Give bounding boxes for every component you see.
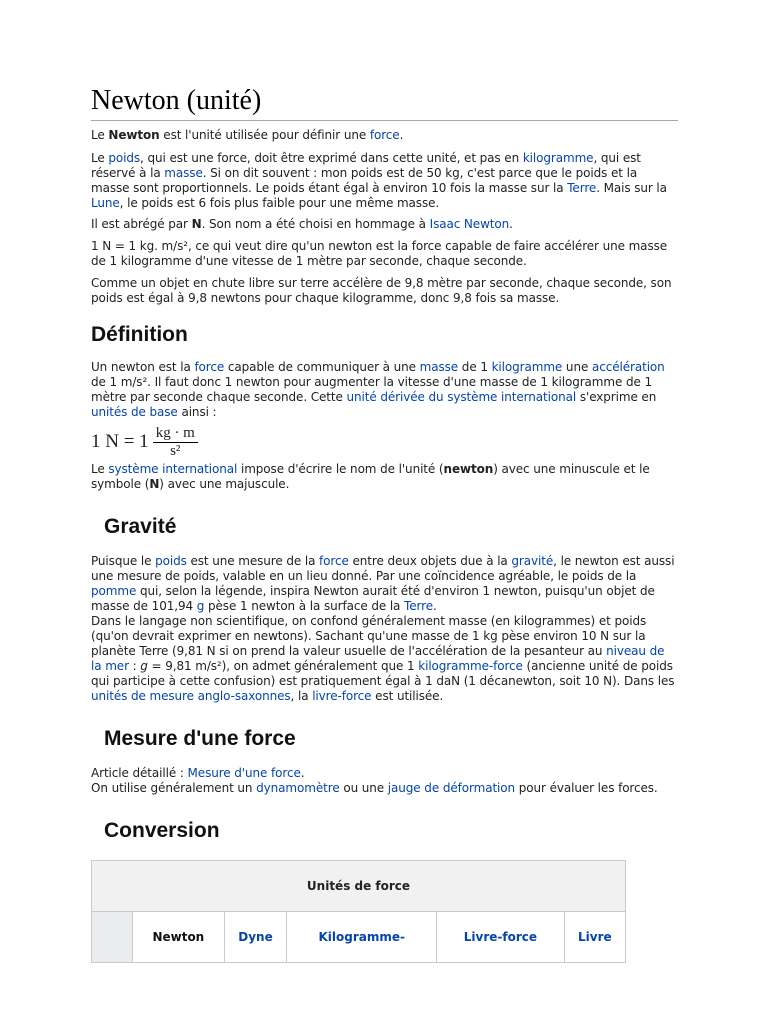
link-unites-anglo-saxonnes[interactable]: unités de mesure anglo-saxonnes [91,689,291,703]
column-header-newton: Newton [133,912,225,963]
text-segment: de 1 [458,360,492,374]
heading-mesure: Mesure d'une force [104,727,296,750]
intro-paragraph-4: 1 N = 1 kg. m/s², ce qui veut dire qu'un newton est la force capable de faire accélérer une masse de 1 kilogramme d'une vitesse de 1 mètre par seconde, chaque seconde. [91,239,668,268]
text-segment: . [432,599,437,613]
link-masse[interactable]: masse [164,166,203,180]
text-segment: est l'unité utilisée pour définir une [159,128,370,142]
text-segment: , qui est une force, doit être exprimé dans cette unité, et pas en [140,151,523,165]
definition-paragraph-1 [91,360,678,420]
link-unites-de-base[interactable]: unités de base [91,405,178,419]
text-segment: Article détaillé : [91,766,188,780]
table-caption: Unités de force [92,861,626,912]
link-poids[interactable]: poids [155,554,187,568]
intro-paragraph-1 [91,128,678,143]
link-kilogramme-force[interactable]: kilogramme-force [418,659,523,673]
text-segment: , le newton est aussi une mesure de poids, valable en un lieu donné. Par une coïncidence agréable, le poids de la [91,554,675,583]
formula-numerator: kg · m [153,425,198,443]
text-segment: Le [91,462,109,476]
text-segment: , la [290,689,313,703]
mesure-paragraph-2 [91,781,678,796]
text-segment: . Son nom a été choisi en hommage à [201,217,430,231]
intro-paragraph-3 [91,217,678,232]
text-segment: ou une [339,781,388,795]
formula-newton [91,422,678,462]
column-header-livre-force[interactable]: Livre-force [437,912,565,963]
section-mesure [91,766,678,796]
link-mesure-force[interactable]: Mesure d'une force [187,766,301,780]
column-header-dyne[interactable]: Dyne [224,912,287,963]
intro-paragraph-2 [91,151,678,211]
link-kilogramme[interactable]: kilogramme [522,151,594,165]
term-newton: newton [443,462,494,476]
column-header-kilogramme[interactable]: Kilogramme- [287,912,437,963]
mesure-paragraph-1 [91,766,678,781]
formula-fraction [153,425,198,460]
link-force[interactable]: force [319,554,349,568]
link-kilogramme[interactable]: kilogramme [491,360,563,374]
conversion-table [91,860,626,963]
text-segment: de 1 m/s². Il faut donc 1 newton pour augmenter la vitesse d'une masse de 1 kilogramme de 1 mètre par seconde chaque seconde. Cette [91,375,653,404]
text-segment: . [300,766,305,780]
definition-paragraph-2 [91,462,678,492]
heading-definition: Définition [91,323,188,346]
table-header-row [92,912,626,963]
text-segment: ) avec une majuscule. [159,477,290,491]
text-segment: . Mais sur la [596,181,667,195]
formula-lhs: 1 N = 1 [91,431,149,452]
formula-denominator: s² [170,442,181,459]
intro-paragraph-5: Comme un objet en chute libre sur terre accélère de 9,8 mètre par seconde, chaque seconde, son poids est égal à 9,8 newtons pour chaque kilogramme, donc 9,8 fois sa masse. [91,276,672,305]
gravite-paragraph-2 [91,614,678,704]
text-segment: Puisque le [91,554,156,568]
link-jauge-deformation[interactable]: jauge de déformation [387,781,516,795]
text-segment: , qui est réservé à la [91,151,641,180]
link-livre-force[interactable]: livre-force [312,689,372,703]
text-segment: = 9,81 m/s²), on admet généralement que 1 [147,659,419,673]
text-segment: Le [91,151,109,165]
text-segment: capable de communiquer à une [224,360,420,374]
text-segment: ) avec une minuscule et le symbole ( [91,462,650,491]
text-segment: Dans le langage non scientifique, on confond généralement masse (en kilogrammes) et poids (qu'on devrait exprimer en newtons). Sachant qu'une masse de 1 kg pèse environ 10 N sur la planète Terre (9,81 N si on prend la valeur usuelle de l'accélération de la pesanteur au [91,614,647,658]
section-gravite [91,554,678,704]
text-segment: s'exprime en [576,390,657,404]
symbol-g: g [140,659,148,673]
link-acceleration[interactable]: accélération [591,360,665,374]
symbol-n: N [149,477,160,491]
text-segment: On utilise généralement un [91,781,257,795]
text-segment: Le [91,128,109,142]
text-segment: impose d'écrire le nom de l'unité ( [237,462,444,476]
text-segment: une [562,360,592,374]
link-terre[interactable]: Terre [567,181,597,195]
link-isaac-newton[interactable]: Isaac Newton [429,217,510,231]
table-corner-cell [92,912,133,963]
term-newton: Newton [108,128,160,142]
link-systeme-international[interactable]: système international [108,462,238,476]
link-gravite[interactable]: gravité [511,554,554,568]
link-g[interactable]: g [196,599,205,613]
page-title: Newton (unité) [91,84,678,121]
link-unite-derivee[interactable]: unité dérivée du système international [346,390,577,404]
text-segment: entre deux objets due à la [348,554,512,568]
heading-gravite: Gravité [104,515,177,538]
section-definition [91,360,678,492]
column-header-livre[interactable]: Livre [564,912,625,963]
link-poids[interactable]: poids [108,151,141,165]
text-segment: pour évaluer les forces. [515,781,658,795]
text-segment: ainsi : [177,405,217,419]
link-masse[interactable]: masse [419,360,459,374]
text-segment: . Si on dit souvent : mon poids est de 50 kg, c'est parce que le poids et la masse sont proportionnels. Le poids étant égal à environ 10 fois la masse sur la [91,166,638,195]
link-force[interactable]: force [369,128,400,142]
text-segment: Il est abrégé par [91,217,192,231]
link-pomme[interactable]: pomme [91,584,137,598]
text-segment: : [128,659,141,673]
text-segment: . [399,128,404,142]
text-segment: (ancienne unité de poids qui participe à cette confusion) est pratiquement égal à 1 daN (1 décanewton, soit 10 N). Dans les [91,659,675,688]
heading-conversion: Conversion [104,819,220,842]
link-niveau-de-la-mer[interactable]: niveau de la mer [91,644,665,673]
article-content [91,84,678,963]
text-segment: , le poids est 6 fois plus faible pour une même masse. [119,196,440,210]
text-segment: pèse 1 newton à la surface de la [204,599,405,613]
text-segment: qui, selon la légende, inspira Newton aurait été d'environ 1 newton, puisqu'un objet de masse de 101,94 [91,584,655,613]
text-segment: . [509,217,513,231]
symbol-n: N [191,217,202,231]
text-segment: Un newton est la [91,360,195,374]
link-force[interactable]: force [194,360,225,374]
gravite-paragraph-1 [91,554,678,614]
link-lune[interactable]: Lune [91,196,120,210]
text-segment: est utilisée. [371,689,444,703]
link-dynamometre[interactable]: dynamomètre [256,781,340,795]
text-segment: est une mesure de la [186,554,320,568]
link-terre[interactable]: Terre [404,599,433,613]
